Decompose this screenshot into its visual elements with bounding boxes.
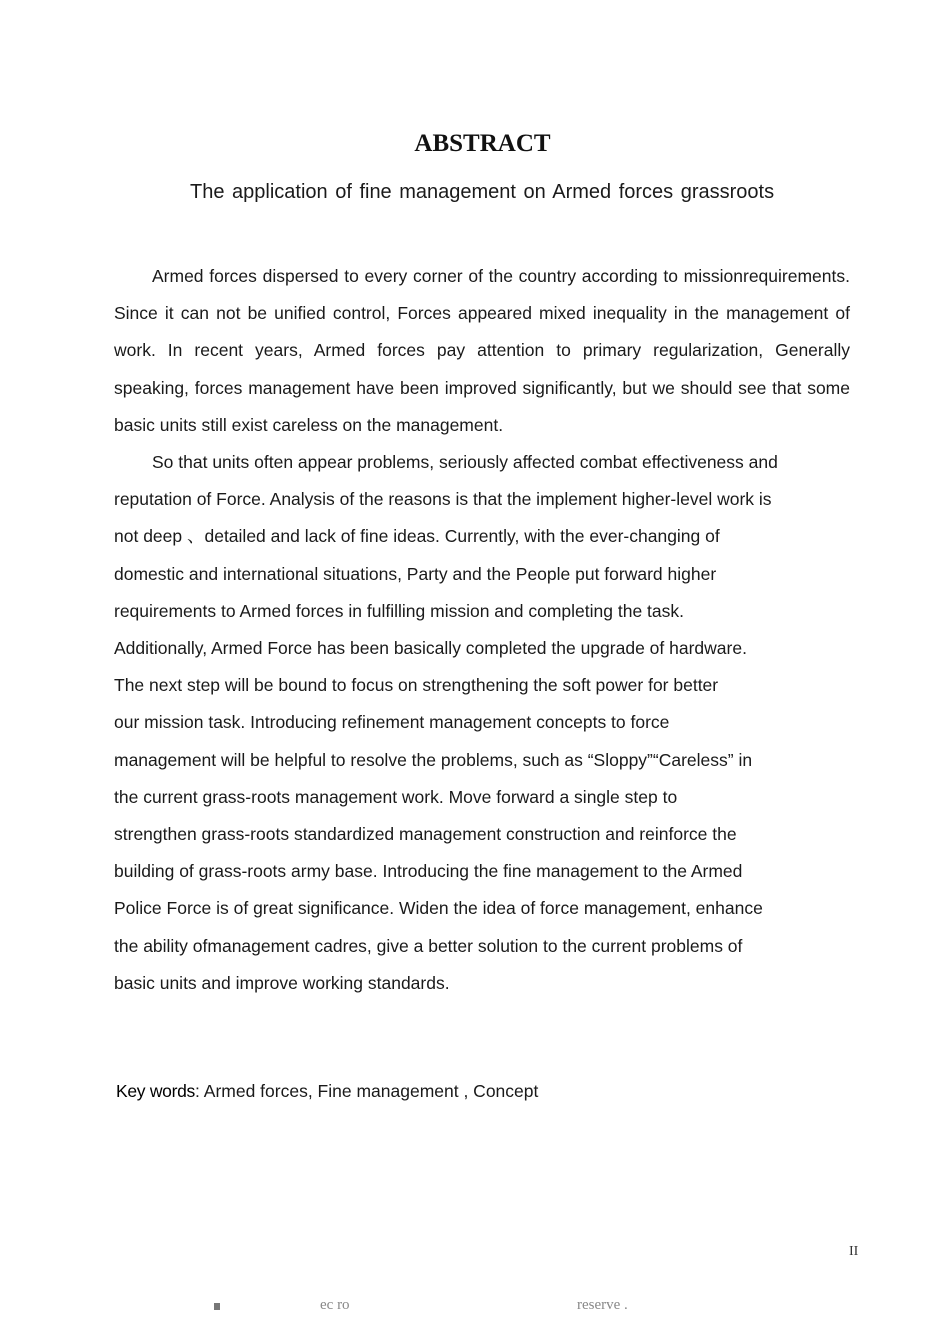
- paragraph-line: Police Force is of great significance. Widen the idea of force management, enhance: [114, 898, 763, 919]
- paragraph-line: management will be helpful to resolve the problems, such as “Sloppy”“Careless” in: [114, 749, 753, 770]
- paragraph-line: the ability ofmanagement cadres, give a better solution to the current problems of: [114, 935, 743, 956]
- paragraph-line: the current grass-roots management work. Move forward a single step to: [114, 786, 678, 807]
- footer-square-icon: [214, 1303, 220, 1310]
- keywords-value: Armed forces, Fine management , Concept: [203, 1081, 539, 1101]
- paragraph-line: domestic and international situations, Party and the People put forward higher: [114, 563, 717, 584]
- paragraph-line: requirements to Armed forces in fulfilling mission and completing the task.: [114, 600, 684, 621]
- keywords-separator: :: [195, 1081, 204, 1101]
- paragraph-line: Additionally, Armed Force has been basically completed the upgrade of hardware.: [114, 638, 747, 659]
- paragraph-line: strengthen grass-roots standardized management construction and reinforce the: [114, 824, 737, 845]
- paragraph-line: our mission task. Introducing refinement management concepts to force: [114, 712, 670, 733]
- paragraph-line: The next step will be bound to focus on strengthening the soft power for better: [114, 675, 719, 696]
- paragraph-line: not deep 、detailed and lack of fine ideas. Currently, with the ever-changing of: [114, 526, 720, 547]
- footer-fragment: reserve .: [577, 1297, 628, 1313]
- paragraph-line: reputation of Force. Analysis of the reasons is that the implement higher-level work is: [114, 489, 772, 510]
- thesis-subtitle: The application of fine management on Armed forces grassroots: [190, 181, 775, 203]
- paragraph-line: building of grass-roots army base. Introducing the fine management to the Armed: [114, 861, 743, 882]
- paragraph-line: So that units often appear problems, seriously affected combat effectiveness and: [152, 452, 778, 473]
- keywords-line: [116, 1081, 538, 1102]
- abstract-paragraph-1: Armed forces dispersed to every corner of the country according to missionrequirements. Since it can not be unified control, Forces appeared mixed inequality in the management of work. In recent years, Armed forces pay attention to primary regularization, Generally speaking, forces management have been improved significantly, but we should see that some basic units still exist careless on the management.: [114, 266, 850, 435]
- page-number: II: [849, 1244, 859, 1259]
- keywords-label: Key words: [116, 1081, 195, 1101]
- abstract-heading: ABSTRACT: [414, 130, 551, 157]
- footer-fragment: ec ro: [320, 1297, 350, 1313]
- abstract-body: [114, 258, 850, 1002]
- paragraph-line: basic units and improve working standards.: [114, 972, 450, 993]
- abstract-paragraph-2: [114, 444, 850, 1002]
